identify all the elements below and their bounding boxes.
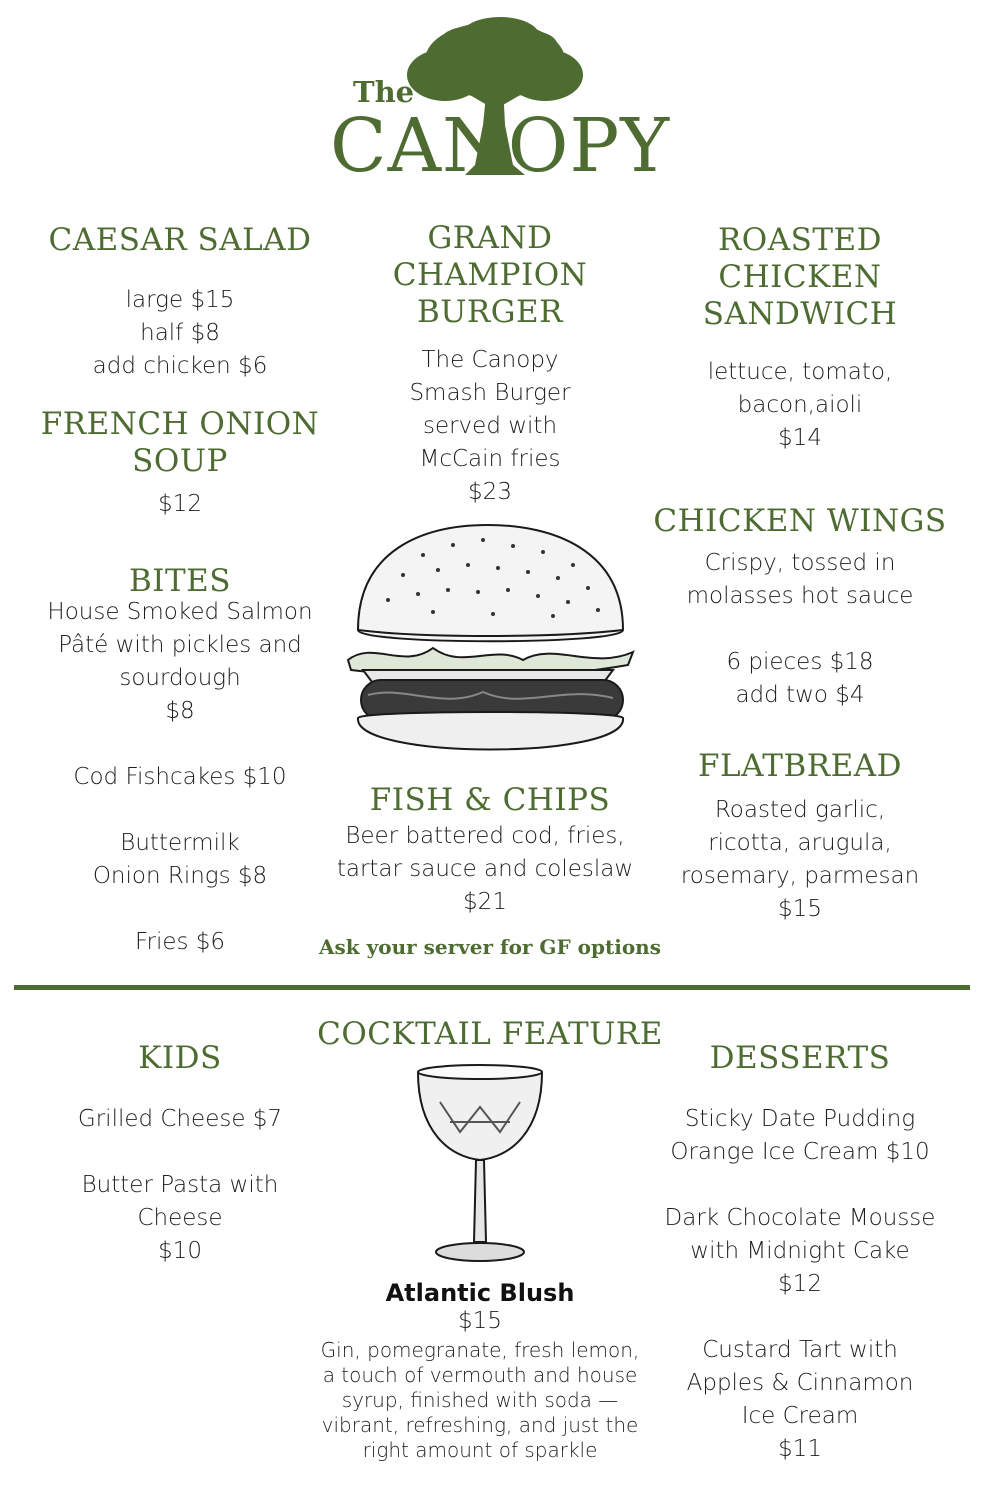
bites-line xyxy=(20,728,340,761)
cocktail-line: Gin, pomegranate, fresh lemon, xyxy=(320,1338,640,1362)
bites-line: House Smoked Salmon xyxy=(47,599,313,625)
fish-line: Beer battered cod, fries, xyxy=(345,823,625,849)
kids-title: KIDS xyxy=(138,1040,222,1076)
burger-details xyxy=(340,344,640,509)
french-onion-title-line: FRENCH ONION xyxy=(40,406,320,442)
chicken-sandwich-line: $14 xyxy=(778,425,822,451)
chicken-sandwich-title xyxy=(650,222,950,333)
desserts-line: with Midnight Cake xyxy=(690,1238,910,1264)
cocktail-line: vibrant, refreshing, and just the xyxy=(321,1413,639,1437)
bites-line: Onion Rings $8 xyxy=(92,863,268,889)
bites-line: sourdough xyxy=(119,665,241,691)
desserts-line xyxy=(640,1169,960,1202)
kids-line: Cheese xyxy=(137,1205,223,1231)
flatbread-line: $15 xyxy=(778,896,822,922)
bites-line xyxy=(20,893,340,926)
cocktail-name: Atlantic Blush xyxy=(385,1279,575,1307)
logo-the: The xyxy=(353,75,415,109)
desserts-title: DESSERTS xyxy=(709,1040,891,1076)
burger-line: The Canopy xyxy=(421,347,559,373)
kids-line: Butter Pasta with xyxy=(81,1172,279,1198)
french-onion-price: $12 xyxy=(158,491,202,517)
desserts-details xyxy=(640,1103,960,1466)
cocktail-description xyxy=(300,1338,660,1463)
flatbread-title: FLATBREAD xyxy=(698,748,902,784)
bites-details xyxy=(20,596,340,959)
desserts-line xyxy=(640,1301,960,1334)
chicken-wings-title: CHICKEN WINGS xyxy=(653,503,947,539)
flatbread-details xyxy=(650,794,950,926)
chicken-sandwich-line: bacon,aioli xyxy=(737,392,863,418)
french-onion-title-line: SOUP xyxy=(132,443,228,479)
fish-chips-details xyxy=(320,820,650,919)
desserts-line: Dark Chocolate Mousse xyxy=(664,1205,936,1231)
chicken-sandwich-line: lettuce, tomato, xyxy=(707,359,893,385)
desserts-line: Ice Cream xyxy=(741,1403,859,1429)
caesar-line: large $15 xyxy=(125,287,235,313)
fish-chips-title: FISH & CHIPS xyxy=(369,782,611,818)
chicken-sandwich-title-line: SANDWICH xyxy=(702,296,898,332)
kids-line: $10 xyxy=(158,1238,202,1264)
desserts-line: Apples & Cinnamon xyxy=(686,1370,914,1396)
cocktail-line: a touch of vermouth and house xyxy=(322,1363,638,1387)
cocktail-line: syrup, finished with soda — xyxy=(341,1388,619,1412)
cocktail-price: $15 xyxy=(458,1308,502,1334)
burger-line: Smash Burger xyxy=(409,380,571,406)
bites-line: Fries $6 xyxy=(134,929,226,955)
caesar-line: add chicken $6 xyxy=(92,353,268,379)
wings-line: add two $4 xyxy=(735,682,865,708)
flatbread-line: rosemary, parmesan xyxy=(680,863,920,889)
desserts-line: Sticky Date Pudding xyxy=(684,1106,916,1132)
french-onion-title xyxy=(30,406,330,480)
wings-line xyxy=(650,613,950,646)
bites-title: BITES xyxy=(128,563,232,599)
chicken-sandwich-details xyxy=(650,356,950,455)
bites-line: $8 xyxy=(165,698,195,724)
cocktail-line: right amount of sparkle xyxy=(362,1438,598,1462)
flatbread-line: Roasted garlic, xyxy=(714,797,886,823)
bites-line xyxy=(20,794,340,827)
bites-line: Buttermilk xyxy=(120,830,240,856)
chicken-sandwich-title-line: CHICKEN xyxy=(718,259,882,295)
logo-canopy: CANOPY xyxy=(330,103,671,189)
fish-line: tartar sauce and coleslaw xyxy=(336,856,634,882)
burger-line: $23 xyxy=(468,479,512,505)
wings-line: molasses hot sauce xyxy=(686,583,914,609)
caesar-salad-details xyxy=(30,284,330,383)
wings-line: 6 pieces $18 xyxy=(726,649,874,675)
burger-title-line: GRAND xyxy=(427,220,553,256)
desserts-line: $11 xyxy=(778,1436,822,1462)
gf-note: Ask your server for GF options xyxy=(319,935,661,959)
desserts-line: $12 xyxy=(778,1271,822,1297)
kids-details xyxy=(30,1103,330,1268)
kids-line xyxy=(30,1136,330,1169)
bites-line: Pâté with pickles and xyxy=(58,632,302,658)
cocktail-glass-illustration-icon xyxy=(410,1062,550,1267)
desserts-line: Custard Tart with xyxy=(702,1337,898,1363)
caesar-salad-title: CAESAR SALAD xyxy=(48,222,312,258)
burger-title-line: CHAMPION xyxy=(392,257,588,293)
wings-line: Crispy, tossed in xyxy=(704,550,896,576)
burger-line: McCain fries xyxy=(419,446,561,472)
bites-line: Cod Fishcakes $10 xyxy=(73,764,287,790)
chicken-sandwich-title-line: ROASTED xyxy=(717,222,883,258)
caesar-line: half $8 xyxy=(140,320,220,346)
chicken-wings-details xyxy=(650,547,950,712)
burger-title xyxy=(340,220,640,331)
burger-line: served with xyxy=(422,413,558,439)
kids-line: Grilled Cheese $7 xyxy=(77,1106,283,1132)
desserts-line: Orange Ice Cream $10 xyxy=(670,1139,930,1165)
cocktail-feature-title: COCKTAIL FEATURE xyxy=(317,1016,663,1052)
flatbread-line: ricotta, arugula, xyxy=(708,830,892,856)
logo xyxy=(320,15,670,200)
section-divider xyxy=(14,985,970,990)
fish-line: $21 xyxy=(463,889,507,915)
burger-illustration-icon xyxy=(343,520,635,770)
burger-title-line: BURGER xyxy=(417,294,563,330)
